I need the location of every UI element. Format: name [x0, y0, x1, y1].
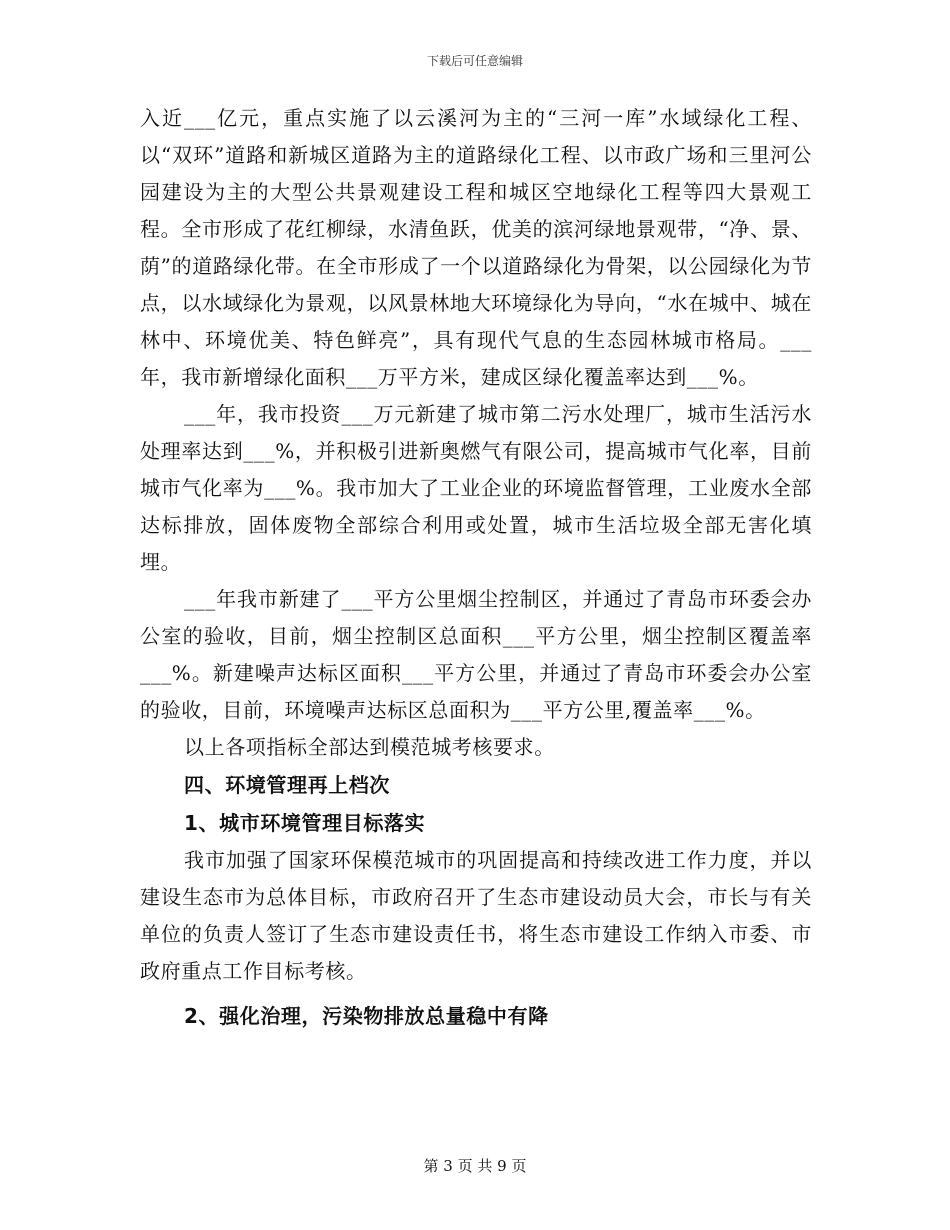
subheading-pollution-control: 2、强化治理，污染物排放总量稳中有降: [184, 1004, 549, 1028]
paragraph-greening: 入近___亿元，重点实施了以云溪河为主的“三河一库”水域绿化工程、以“双环”道路和新城区道路为主的道路绿化工程、以市政广场和三里河公园建设为主的大型公共景观建设工程和城区空地绿化工程等四大景观工程。全市形成了花红柳绿，水清鱼跃，优美的滨河绿地景观带，“净、景、荫”的道路绿化带。在全市形成了一个以道路绿化为骨架，以公园绿化为节点，以水域绿化为景观，以风景林地大环境绿化为导向，“水在城中、城在林中、环境优美、特色鲜亮”，具有现代气息的生态园林城市格局。___年，我市新增绿化面积___万平方米，建成区绿化覆盖率达到___%。: [140, 106, 812, 389]
page-footer: 第 3 页 共 9 页: [423, 1157, 527, 1175]
document-body: [140, 100, 812, 1036]
paragraph-smoke-noise: ___年我市新建了___平方公里烟尘控制区，并通过了青岛市环委会办公室的验收，目前，烟尘控制区总面积___平方公里，烟尘控制区覆盖率___%。新建噪声达标区面积___平方公里，并通过了青岛市环委会办公室的验收，目前，环境噪声达标区总面积为___平方公里,覆盖率___%。: [140, 587, 812, 722]
paragraph-sewage: ___年，我市投资___万元新建了城市第二污水处理厂，城市生活污水处理率达到___%，并积极引进新奥燃气有限公司，提高城市气化率，目前城市气化率为___%。我市加大了工业企业的环境监督管理，工业废水全部达标排放，固体废物全部综合利用或处置，城市生活垃圾全部无害化填埋。: [140, 402, 812, 574]
section-heading-environment-management: 四、环境管理再上档次: [184, 773, 390, 797]
paragraph-summary: 以上各项指标全部达到模范城考核要求。: [184, 735, 555, 759]
subheading-management-goals: 1、城市环境管理目标落实: [184, 811, 426, 835]
page-header: 下载后可任意编辑: [426, 54, 523, 68]
paragraph-ecological-city: 我市加强了国家环保模范城市的巩固提高和持续改进工作力度，并以建设生态市为总体目标，市政府召开了生态市建设动员大会，市长与有关单位的负责人签订了生态市建设责任书，将生态市建设工作纳入市委、市政府重点工作目标考核。: [140, 848, 812, 983]
